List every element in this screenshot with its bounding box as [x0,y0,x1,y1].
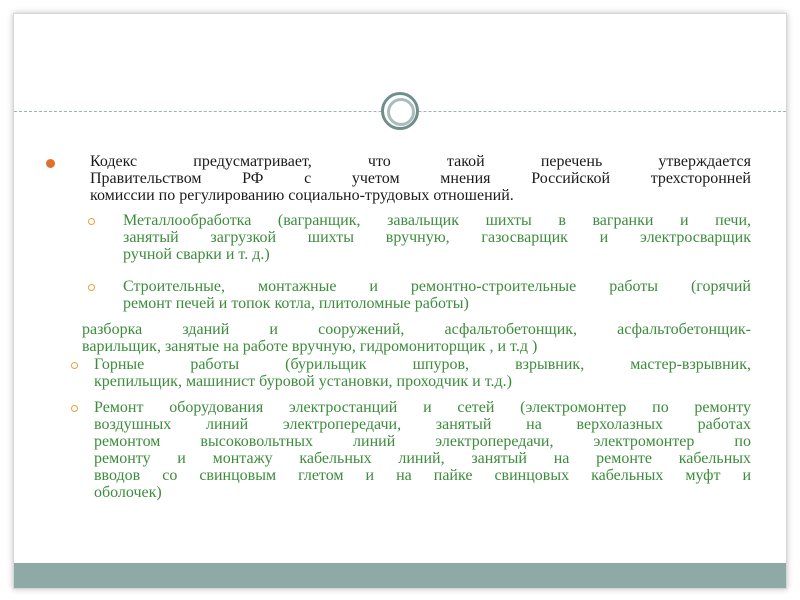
sub-bullet-ring-icon [88,284,95,291]
main-text-line-1: Кодекс предусматривает, что такой перечень утверждается [90,153,751,170]
sub-item-1-line-3: ручной сварки и т. д.) [123,246,270,263]
main-bullet-icon [46,159,55,168]
power-line-4: ремонту и монтажу кабельных линий, занятый на ремонте кабельных [94,450,751,467]
footer-bar [14,563,786,588]
mining-line-1: Горные работы (бурильщик шпуров, взрывник, мастер-взрывник, [94,356,751,373]
power-line-1: Ремонт оборудования электростанций и сетей (электромонтер по ремонту [94,399,751,416]
sub-bullet-ring-icon [88,218,95,225]
item-bullet-ring-icon [71,362,78,369]
slide-content [14,14,786,574]
power-line-2: воздушных линий электропередачи, занятый на верхолазных работах [94,416,751,433]
item-bullet-ring-icon [71,405,78,412]
slide [13,13,787,589]
power-line-6: оболочек) [94,484,162,501]
continuation-line-2: варильщик, занятые на работе вручную, гидромониторщик , и т.д ) [82,338,538,355]
main-text-line-2: Правительством РФ с учетом мнения Российской трехсторонней [90,170,751,187]
continuation-line-1: разборка зданий и сооружений, асфальтобетонщик, асфальтобетонщик- [82,321,751,338]
sub-item-1-line-1: Металлообработка (вагранщик, завальщик шихты в вагранки и печи, [123,212,751,229]
sub-item-1-line-2: занятый загрузкой шихты вручную, газосварщик и электросварщик [123,229,751,246]
sub-item-2-line-1: Строительные, монтажные и ремонтно-строительные работы (горячий [123,278,751,295]
main-text-line-3: комиссии по регулированию социально-трудовых отношений. [90,187,514,204]
power-line-3: ремонтом высоковольтных линий электропередачи, электромонтер по [94,433,751,450]
mining-line-2: крепильщик, машинист буровой установки, проходчик и т.д.) [94,373,512,390]
sub-item-2-line-2: ремонт печей и топок котла, плитоломные работы) [123,295,469,312]
power-line-5: вводов со свинцовым глетом и на пайке свинцовых кабельных муфт и [94,467,751,484]
